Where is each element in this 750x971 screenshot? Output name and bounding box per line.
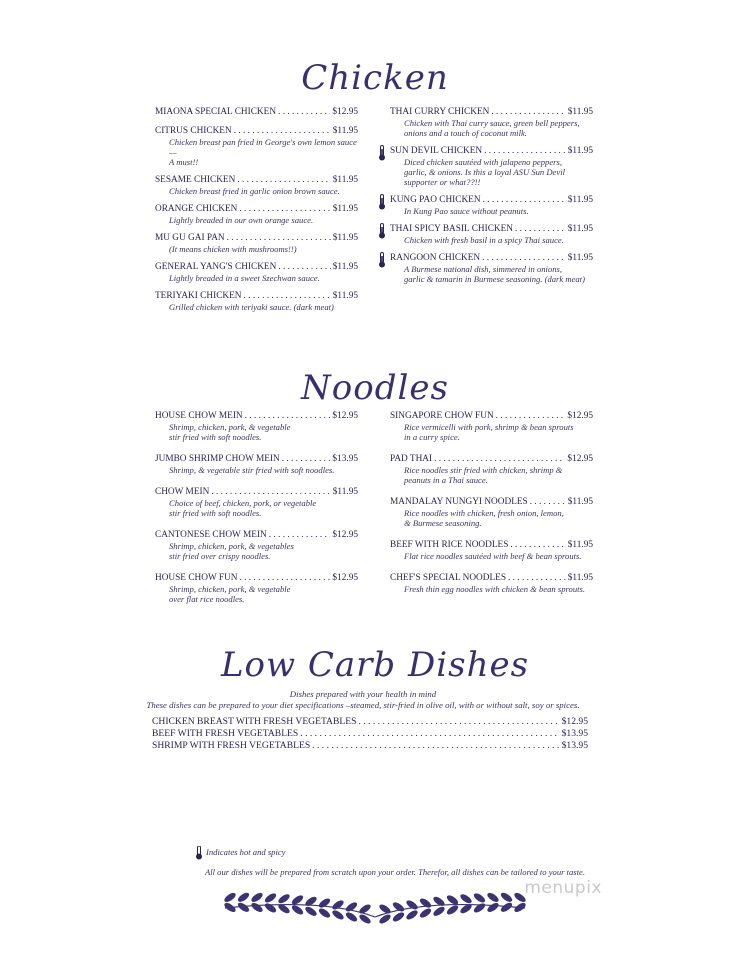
leader-dots [211, 487, 330, 498]
menu-item-name: ORANGE CHICKEN [155, 204, 238, 214]
leader-dots [482, 253, 566, 264]
menu-item [390, 497, 593, 528]
menu-item-row [155, 411, 358, 422]
menu-item [390, 411, 593, 442]
thermometer-icon [378, 145, 386, 161]
menu-item-row [390, 195, 593, 206]
menu-item [155, 530, 358, 561]
menu-item-row [155, 126, 358, 137]
spicy-legend-label: Indicates hot and spicy [206, 846, 286, 857]
menu-item [390, 253, 593, 284]
laurel-leaf [251, 902, 264, 913]
menu-item-row [155, 175, 358, 186]
menu-item-row [155, 233, 358, 244]
laurel-leaf [433, 906, 446, 917]
menu-item [390, 573, 593, 594]
menu-item-price: $11.95 [567, 224, 593, 234]
leader-dots [239, 204, 330, 215]
laurel-leaf [392, 911, 405, 922]
menu-item-name: SUN DEVIL CHICKEN [390, 146, 483, 156]
menu-item-description: Rice noodles stir fried with chicken, shrimp & peanuts in a Thai sauce. [404, 465, 563, 485]
laurel-leaf [359, 903, 372, 914]
menu-item-name: SINGAPORE CHOW FUN [390, 411, 494, 421]
leader-dots [269, 530, 331, 541]
menu-item [155, 411, 358, 442]
lowcarb-item-price: $12.95 [561, 716, 588, 727]
menu-item-row [390, 540, 593, 551]
menu-item-row [390, 411, 593, 422]
menu-item [155, 454, 358, 475]
menu-item-name: CITRUS CHICKEN [155, 126, 232, 136]
menu-item [155, 126, 358, 167]
menu-item-description: Shrimp, chicken, pork, & vegetable over flat rice noodles. [169, 584, 291, 604]
menu-item-description: Chicken with Thai curry sauce, green bell peppers, onions and a touch of coconut milk. [404, 118, 580, 138]
laurel-leaf [237, 902, 250, 913]
menu-item-price: $11.95 [567, 497, 593, 507]
menu-item-price: $11.95 [332, 204, 358, 214]
leader-dots [515, 224, 566, 235]
menu-item-name: GENERAL YANG'S CHICKEN [155, 262, 277, 272]
leader-dots [434, 454, 565, 465]
menu-item [155, 107, 358, 118]
menu-item-name: JUMBO SHRIMP CHOW MEIN [155, 454, 280, 464]
menu-item-name: TERIYAKI CHICKEN [155, 291, 242, 301]
menu-item-description: Shrimp, chicken, pork, & vegetable stir fried with soft noodles. [169, 422, 291, 442]
lowcarb-section-title: Low Carb Dishes [220, 645, 530, 685]
leader-dots [245, 411, 331, 422]
laurel-leaf [473, 902, 486, 913]
leader-dots [239, 573, 330, 584]
laurel-leaf [487, 892, 500, 903]
lowcarb-description: These dishes can be prepared to your diet specifications –steamed, stir-fried in olive oil, with or without salt, soy or spices. [146, 700, 580, 710]
menu-item-row [155, 487, 358, 498]
menu-item-name: HOUSE CHOW FUN [155, 573, 238, 583]
menu-item-price: $11.95 [332, 487, 358, 497]
menu-item-description: Rice noodles with chicken, fresh onion, lemon, & Burmese seasoning. [404, 508, 564, 528]
menu-item [390, 540, 593, 561]
menu-item-price: $11.95 [567, 107, 593, 117]
lowcarb-item-price: $13.95 [561, 740, 588, 751]
menu-item-name: MU GU GAI PAN [155, 233, 225, 243]
chicken-section-title: Chicken [301, 58, 449, 98]
menu-item [155, 573, 358, 604]
menu-item-price: $13.95 [332, 454, 358, 464]
menu-item [390, 107, 593, 138]
menu-item-name: MIAONA SPECIAL CHICKEN [155, 107, 277, 117]
menu-item-description: Lightly breaded in our own orange sauce. [169, 215, 314, 225]
chili-icon [195, 846, 203, 860]
noodles-left-column [155, 411, 358, 604]
menu-item-price: $12.95 [332, 573, 358, 583]
menu-item-row [155, 530, 358, 541]
menu-item-price: $11.95 [567, 146, 593, 156]
menu-item [390, 195, 593, 216]
menu-item-description: In Kung Pao sauce without peanuts. [404, 206, 529, 216]
leader-dots [491, 107, 565, 118]
menu-item [155, 204, 358, 225]
laurel-leaf [264, 902, 277, 913]
laurel-leaf [446, 894, 459, 905]
menu-item-name: PAD THAI [390, 454, 433, 464]
laurel-leaf [305, 906, 318, 917]
leader-dots [358, 716, 559, 728]
laurel-leaf [500, 902, 513, 913]
menu-item-description: Flat rice noodles sautéed with beef & bean sprouts. [404, 551, 582, 561]
menu-item-row [390, 107, 593, 118]
leader-dots [510, 540, 565, 551]
menu-item-row [155, 204, 358, 215]
laurel-leaf [291, 894, 304, 905]
laurel-leaf [264, 892, 277, 903]
leader-dots [237, 175, 330, 186]
leader-dots [496, 411, 566, 422]
menu-item-row [390, 146, 593, 157]
menu-item [390, 224, 593, 245]
menu-item-name: THAI SPICY BASIL CHICKEN [390, 224, 514, 234]
spicy-legend [195, 846, 285, 860]
menu-item-name: CANTONESE CHOW MEIN [155, 530, 267, 540]
laurel-leaf [406, 909, 419, 920]
menu-item [155, 291, 358, 312]
menu-item-name: CHEF'S SPECIAL NOODLES [390, 573, 507, 583]
thermometer-icon [378, 194, 386, 210]
menu-item-description: A Burmese national dish, simmered in onions, garlic & tamarin in Burmese seasoning. (dark meat) [404, 264, 585, 284]
leader-dots [234, 126, 331, 137]
menu-item-description: Rice vermicelli with pork, shrimp & bean sprouts in a curry spice. [404, 422, 574, 442]
laurel-leaf [224, 892, 237, 903]
menu-item-row [390, 497, 593, 508]
menu-item-price: $11.95 [332, 126, 358, 136]
menu-item-price: $12.95 [332, 107, 358, 117]
menu-item-row [390, 253, 593, 264]
thermometer-icon [378, 252, 386, 268]
chicken-right-column [390, 107, 593, 284]
menu-item-price: $11.95 [332, 175, 358, 185]
menu-item-description: (It means chicken with mushrooms!!) [169, 244, 297, 254]
menu-item-name: SESAME CHICKEN [155, 175, 236, 185]
menu-item-price: $11.95 [567, 573, 593, 583]
leader-dots [278, 107, 330, 118]
laurel-leaf [224, 902, 237, 913]
laurel-leaf [318, 907, 331, 918]
menu-item-row [155, 454, 358, 465]
menu-item [155, 175, 358, 196]
laurel-leaf [446, 904, 459, 915]
menu-item-price: $12.95 [332, 411, 358, 421]
laurel-leaf [332, 909, 345, 920]
menu-item-price: $12.95 [567, 411, 593, 421]
lowcarb-subtitle: Dishes prepared with your health in mind [289, 689, 437, 699]
menu-item-price: $11.95 [567, 540, 593, 550]
noodles-section-title: Noodles [301, 368, 449, 408]
menu-item-price: $11.95 [332, 233, 358, 243]
menu-item-description: Chicken with fresh basil in a spicy Thai sauce. [404, 235, 564, 245]
lowcarb-item-name: BEEF WITH FRESH VEGETABLES [152, 728, 299, 739]
laurel-leaf [291, 904, 304, 915]
menu-item-price: $11.95 [332, 291, 358, 301]
menu-item [390, 146, 593, 187]
leader-dots [530, 497, 566, 508]
menu-item-row [390, 454, 593, 465]
menu-item-row [390, 224, 593, 235]
menu-item-description: Shrimp, & vegetable stir fried with soft noodles. [169, 465, 335, 475]
lowcarb-list [152, 716, 588, 752]
leader-dots [484, 146, 566, 157]
thermometer-icon [378, 223, 386, 239]
menu-item-description: Fresh thin egg noodles with chicken & bean sprouts. [404, 584, 586, 594]
laurel-leaf [487, 902, 500, 913]
menu-item-price: $12.95 [567, 454, 593, 464]
lowcarb-item [152, 740, 588, 752]
menu-item-name: CHOW MEIN [155, 487, 210, 497]
menu-item-row [155, 291, 358, 302]
leader-dots [300, 728, 559, 740]
menu-item-description: Chicken breast fried in garlic onion brown sauce. [169, 186, 340, 196]
laurel-leaf [419, 907, 432, 918]
menu-item-price: $11.95 [567, 195, 593, 205]
leader-dots [244, 291, 331, 302]
noodles-right-column [390, 411, 593, 594]
laurel-leaf [379, 903, 392, 914]
menu-item-name: MANDALAY NUNGYI NOODLES [390, 497, 528, 507]
leader-dots [278, 262, 330, 273]
lowcarb-item [152, 716, 588, 728]
laurel-leaf [237, 892, 250, 903]
menu-item-name: RANGOON CHICKEN [390, 253, 481, 263]
lowcarb-item-name: SHRIMP WITH FRESH VEGETABLES [152, 740, 311, 751]
menu-item-description: Lightly breaded in a sweet Szechwan sauce. [169, 273, 320, 283]
menu-item-price: $12.95 [332, 530, 358, 540]
menu-item [155, 233, 358, 254]
laurel-leaf [500, 892, 513, 903]
lowcarb-item-price: $13.95 [561, 728, 588, 739]
menu-item-name: KUNG PAO CHICKEN [390, 195, 481, 205]
laurel-leaf [460, 893, 473, 904]
menu-item-row [155, 573, 358, 584]
laurel-leaf [473, 892, 486, 903]
menu-item-row [390, 573, 593, 584]
lowcarb-item [152, 728, 588, 740]
leader-dots [508, 573, 566, 584]
menu-item-name: HOUSE CHOW MEIN [155, 411, 243, 421]
menu-item-name: THAI CURRY CHICKEN [390, 107, 490, 117]
leader-dots [282, 454, 331, 465]
menu-item [390, 454, 593, 485]
menu-item [155, 487, 358, 518]
watermark: menupix [524, 878, 602, 898]
laurel-leaf [278, 893, 291, 904]
menu-item [155, 262, 358, 283]
chicken-left-column [155, 107, 358, 312]
laurel-ornament [215, 884, 535, 924]
laurel-leaf [514, 902, 527, 913]
lowcarb-item-name: CHICKEN BREAST WITH FRESH VEGETABLES [152, 716, 357, 727]
menu-item-description: Chicken breast pan fried in George's own lemon sauce— A must!! [169, 137, 357, 167]
laurel-leaf [345, 911, 358, 922]
menu-item-row [155, 262, 358, 273]
menu-item-description: Choice of beef, chicken, pork, or vegetable stir fried with soft noodles. [169, 498, 317, 518]
menu-item-description: Diced chicken sautéed with jalapeno peppers, garlic, & onions. Is this a loyal ASU Sun Devil supporter or what??!! [404, 157, 565, 187]
menu-item-description: Grilled chicken with teriyaki sauce. (dark meat) [169, 302, 334, 312]
leader-dots [312, 740, 559, 752]
menu-item-name: BEEF WITH RICE NOODLES [390, 540, 509, 550]
leader-dots [227, 233, 331, 244]
menu-item-description: Shrimp, chicken, pork, & vegetables stir fried over crispy noodles. [169, 541, 294, 561]
leader-dots [483, 195, 566, 206]
menu-item-row [155, 107, 358, 118]
menu-item-price: $11.95 [332, 262, 358, 272]
footer-note: All our dishes will be prepared from scratch upon your order. Therefor, all dishes can be tailored to your taste. [205, 867, 586, 877]
laurel-leaf [251, 892, 264, 903]
menu-item-price: $11.95 [567, 253, 593, 263]
